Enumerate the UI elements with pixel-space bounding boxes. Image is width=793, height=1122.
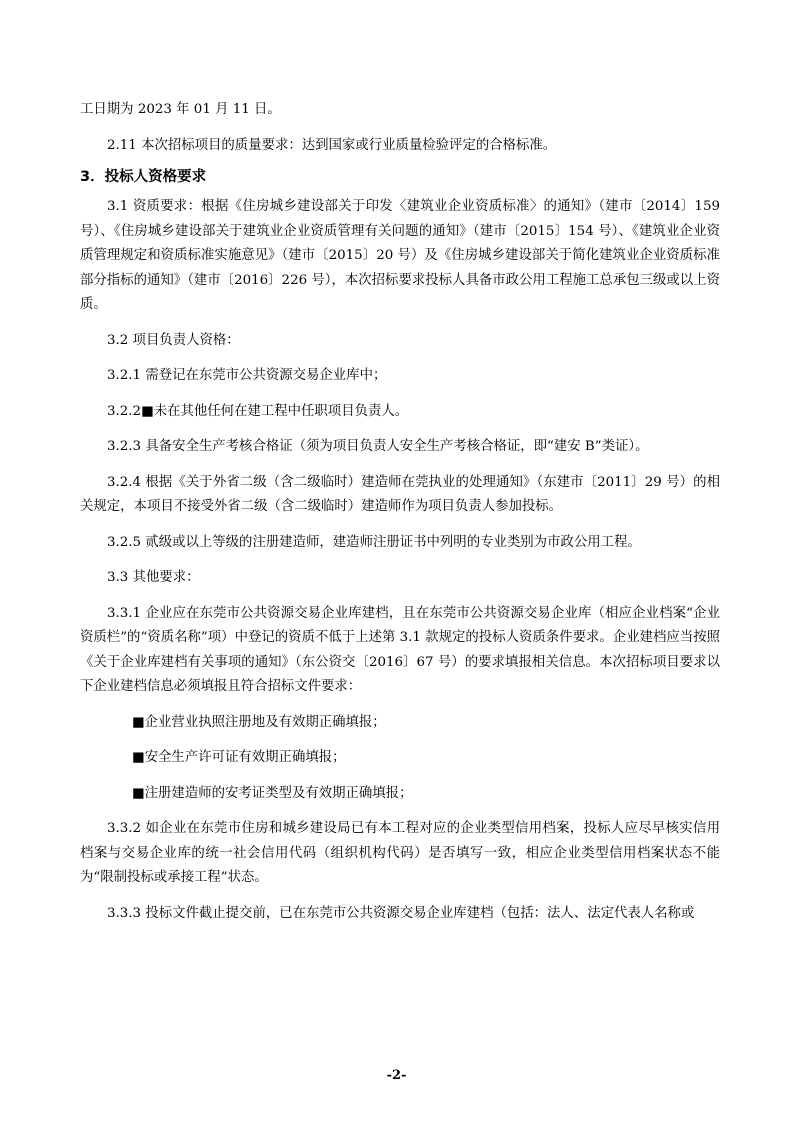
paragraph: 3.2.2■未在其他任何在建工程中任职项目负责人。	[107, 403, 409, 419]
paragraph: 3.2 项目负责人资格：	[107, 332, 240, 348]
checklist-item: ■注册建造师的安考证类型及有效期正确填报；	[132, 785, 413, 801]
paragraph: 3.1 资质要求：根据《住房城乡建设部关于印发〈建筑业企业资质标准〉的通知》（建市〔2014〕159 号）、《住房城乡建设部关于建筑业企业资质管理有关问题的通知》（建市〔2015〕154 号）、《建筑业企业资质管理规定和资质标准实施意见》（建市〔2015〕20 号）及《住房城乡建设部关于简化建筑业企业资质标准部分指标的通知》（建市〔2016〕226 号），本次招标要求投标人具备市政公用工程施工总承包三级或以上资质。	[80, 199, 720, 312]
paragraph: 3.3.3 投标文件截止提交前，已在东莞市公共资源交易企业库建档（包括：法人、法定代表人名称或	[107, 905, 695, 921]
checklist-item: ■企业营业执照注册地及有效期正确填报；	[132, 714, 386, 730]
paragraph: 3.3.2 如企业在东莞市住房和城乡建设局已有本工程对应的企业类型信用档案，投标人应尽早核实信用档案与交易企业库的统一社会信用代码（组织机构代码）是否填写一致，相应企业类型信用档案状态不能为“限制投标或承接工程”状态。	[80, 821, 720, 885]
paragraph: 3.2.4 根据《关于外省二级（含二级临时）建造师在莞执业的处理通知》（东建市〔2011〕29 号）的相关规定，本项目不接受外省二级（含二级临时）建造师作为项目负责人参加投标。	[80, 474, 720, 514]
paragraph: 3.3 其他要求：	[107, 570, 200, 585]
paragraph: 工日期为 2023 年 01 月 11 日。	[80, 102, 281, 117]
paragraph: 3.3.1 企业应在东莞市公共资源交易企业库建档，且在东莞市公共资源交易企业库（相应企业档案“企业资质栏”的“资质名称”项）中登记的资质不低于上述第 3.1 款规定的投标人资质条件要求。企业建档应当按照《关于企业库建档有关事项的通知》（东公资交〔2016〕67 号）的要求填报相关信息。本次招标项目要求以下企业建档信息必须填报且符合招标文件要求：	[80, 605, 720, 694]
page-number: -2-	[386, 1068, 407, 1083]
paragraph: 3.2.3 具备安全生产考核合格证（须为项目负责人安全生产考核合格证，即“建安 B”类证）。	[107, 439, 649, 454]
paragraph: 2.11 本次招标项目的质量要求：达到国家或行业质量检验评定的合格标准。	[107, 137, 557, 153]
document-page	[80, 98, 720, 926]
paragraph: 3.2.1 需登记在东莞市公共资源交易企业库中；	[107, 368, 387, 383]
section-heading: 3．投标人资格要求	[80, 169, 207, 185]
paragraph: 3.2.5 贰级或以上等级的注册建造师，建造师注册证书中列明的专业类别为市政公用工程。	[107, 534, 641, 550]
checklist-item: ■安全生产许可证有效期正确填报；	[132, 750, 346, 765]
